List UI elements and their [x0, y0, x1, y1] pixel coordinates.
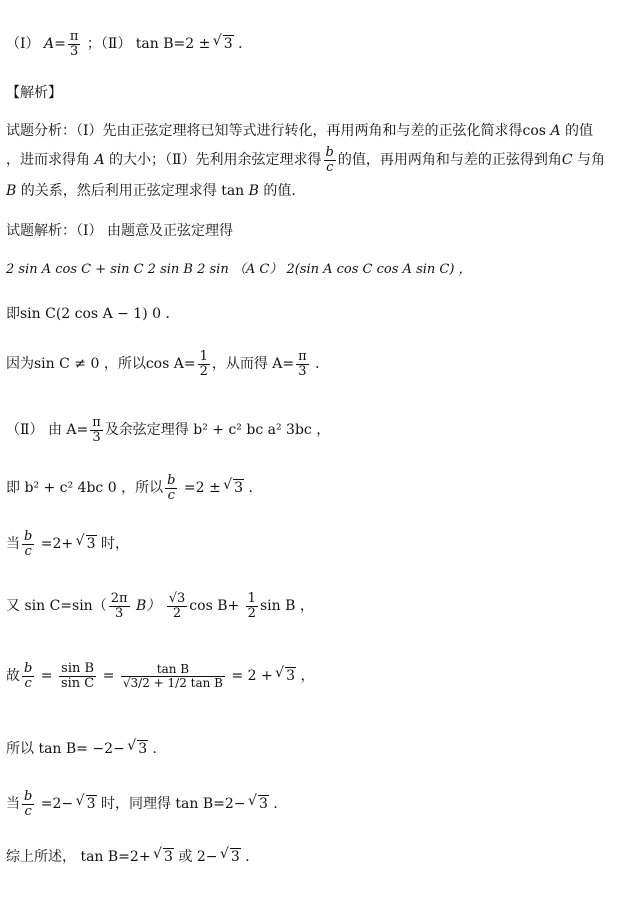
eq-fraction	[121, 663, 225, 689]
analysis-text: 的关系，然后利用正弦定理求得 tan	[16, 183, 249, 199]
eq-text: 当	[6, 536, 20, 553]
analysis-line-1	[6, 120, 593, 140]
frac-den: 2	[247, 605, 256, 621]
answer-separator: ；（Ⅱ）	[86, 36, 132, 53]
frac-den: sin C	[60, 675, 95, 691]
sqrt-radicand: 3	[223, 36, 233, 53]
frac-num: 2π	[110, 591, 128, 606]
analysis-var: C	[561, 152, 573, 169]
solution-intro: 试题解析：（Ⅰ） 由题意及正弦定理得	[6, 223, 233, 239]
sqrt-radicand: 3	[258, 796, 268, 813]
eq-text: 时，	[96, 536, 129, 553]
frac-num: b	[24, 789, 33, 804]
eq-fraction	[296, 350, 309, 378]
eq-fraction	[167, 592, 188, 620]
analysis-text: ，进而求得角	[6, 152, 95, 169]
eq-text: =	[98, 668, 119, 685]
eq-fraction	[22, 530, 34, 558]
frac-den: c	[24, 675, 32, 691]
sqrt-radicand: 3	[138, 741, 148, 757]
analysis-text: 的值．	[258, 183, 306, 199]
eq-fraction	[59, 662, 96, 690]
eq-text: cos B+	[189, 598, 244, 615]
eq-fraction	[165, 474, 177, 502]
equation-9	[6, 738, 167, 758]
equation-1: 2 sin A cos C + sin C 2 sin B 2 sin （A C） 2(sin A cos C cos A sin C) ，	[6, 262, 472, 277]
analysis-header: 【解析】	[6, 85, 62, 101]
frac-den: 3	[114, 605, 124, 621]
analysis-var: A	[550, 123, 561, 139]
eq-text: 或 2−	[173, 849, 222, 865]
frac-den: c	[167, 487, 175, 503]
equation-10	[6, 790, 287, 818]
eq-text: sin B ，	[259, 598, 314, 615]
equation-8	[6, 662, 315, 690]
eq-text: B）	[131, 598, 165, 615]
analysis-var: B	[6, 183, 17, 199]
eq-text: 故	[6, 668, 20, 685]
frac-num: b	[24, 529, 33, 544]
answer-part2-text: tan B=2 ±	[135, 36, 215, 53]
eq-text: =	[36, 668, 57, 685]
sqrt-symbol	[250, 795, 269, 812]
frac-den: √3/2 + 1/2 tan B	[122, 675, 223, 690]
frac-num: 1	[199, 349, 208, 364]
answer-a-lhs: A=	[43, 36, 66, 53]
sqrt-symbol	[155, 848, 174, 865]
eq-text: ．	[244, 480, 263, 497]
answer-end: ．	[238, 36, 253, 53]
frac-num: b	[325, 145, 334, 160]
analysis-line-2	[6, 146, 605, 174]
frac-den: 3	[92, 429, 101, 445]
analysis-line-3	[6, 180, 305, 200]
answer-part1-label: （Ⅰ）	[6, 36, 40, 53]
frac-num: √3	[168, 591, 186, 606]
eq-fraction	[246, 592, 258, 620]
eq-text: ．	[148, 741, 167, 757]
equation-5	[6, 474, 263, 502]
frac-num: π	[92, 415, 101, 430]
eq-text: =2+	[36, 536, 78, 553]
frac-den: c	[24, 803, 32, 819]
frac-num: b	[167, 473, 176, 488]
frac-den: c	[24, 543, 32, 559]
sqrt-symbol	[225, 479, 244, 496]
eq-text: 当	[6, 796, 20, 813]
eq-text: 因为sin C ≠ 0 ，所以cos A=	[6, 356, 196, 373]
answer-fraction	[68, 30, 81, 58]
analysis-text: 与角	[572, 152, 606, 169]
sqrt-symbol	[78, 535, 97, 552]
sqrt-radicand: 3	[86, 796, 96, 813]
frac-den: c	[326, 159, 334, 175]
frac-den: 2	[172, 605, 182, 621]
answer-line	[6, 30, 252, 58]
eq-text: ．	[310, 356, 330, 373]
analysis-text: 的值	[560, 123, 594, 139]
eq-text: =2 ±	[179, 480, 226, 497]
frac-num: tan B	[121, 663, 225, 677]
analysis-fraction	[324, 146, 336, 174]
eq-fraction	[109, 592, 130, 620]
eq-fraction	[22, 662, 34, 690]
equation-4	[6, 416, 330, 444]
eq-text: 所以 tan B= −2−	[6, 741, 130, 757]
eq-fraction	[198, 350, 210, 378]
eq-fraction	[22, 790, 34, 818]
frac-den: 2	[199, 363, 208, 379]
eq-text: （Ⅱ） 由 A=	[6, 422, 89, 439]
eq-text: = 2 +	[227, 668, 278, 685]
eq-text: 又 sin C=sin（	[6, 598, 107, 615]
sqrt-radicand: 3	[86, 536, 96, 553]
sqrt-radicand: 3	[286, 668, 296, 685]
equation-11	[6, 846, 259, 866]
eq-text: ，	[296, 668, 315, 685]
equation-6	[6, 530, 129, 558]
frac-den: 3	[69, 43, 79, 59]
analysis-text: 的值，再用两角和与差的正弦得到角	[337, 152, 562, 169]
analysis-text: 试题分析：（Ⅰ）先由正弦定理将已知等式进行转化，再用两角和与差的正弦化简求得cos	[6, 123, 551, 139]
eq-text: ．	[268, 796, 288, 813]
frac-num: sin B	[59, 662, 96, 677]
sqrt-radicand: 3	[230, 849, 240, 865]
eq-text: 时，同理得 tan B=2−	[96, 796, 250, 813]
analysis-var: B	[248, 183, 259, 199]
frac-den: 3	[298, 363, 307, 379]
equation-3	[6, 350, 329, 378]
eq-text: 综上所述， tan B=2+	[6, 849, 155, 865]
equation-2: 即sin C(2 cos A − 1) 0 ．	[6, 306, 180, 322]
analysis-text: 的大小；（Ⅱ）先利用余弦定理求得	[104, 152, 322, 169]
sqrt-symbol	[129, 740, 148, 757]
eq-fraction	[90, 416, 103, 444]
sqrt-symbol	[222, 848, 241, 865]
sqrt-radicand: 3	[234, 480, 244, 497]
sqrt-symbol	[215, 35, 234, 52]
eq-text: 及余弦定理得 b² + c² bc a² 3bc ，	[104, 422, 331, 439]
frac-num: π	[69, 29, 79, 44]
eq-text: ．	[240, 849, 260, 865]
frac-num: π	[298, 349, 307, 364]
eq-text: 即 b² + c² 4bc 0 ，所以	[6, 480, 164, 497]
sqrt-symbol	[78, 795, 97, 812]
frac-num: 1	[247, 591, 256, 606]
sqrt-symbol	[277, 667, 296, 684]
equation-7	[6, 592, 314, 620]
analysis-var: A	[94, 152, 105, 169]
eq-text: =2−	[36, 796, 78, 813]
sqrt-radicand: 3	[164, 849, 173, 865]
eq-text: ，从而得 A=	[211, 356, 295, 373]
frac-num: b	[24, 661, 33, 676]
